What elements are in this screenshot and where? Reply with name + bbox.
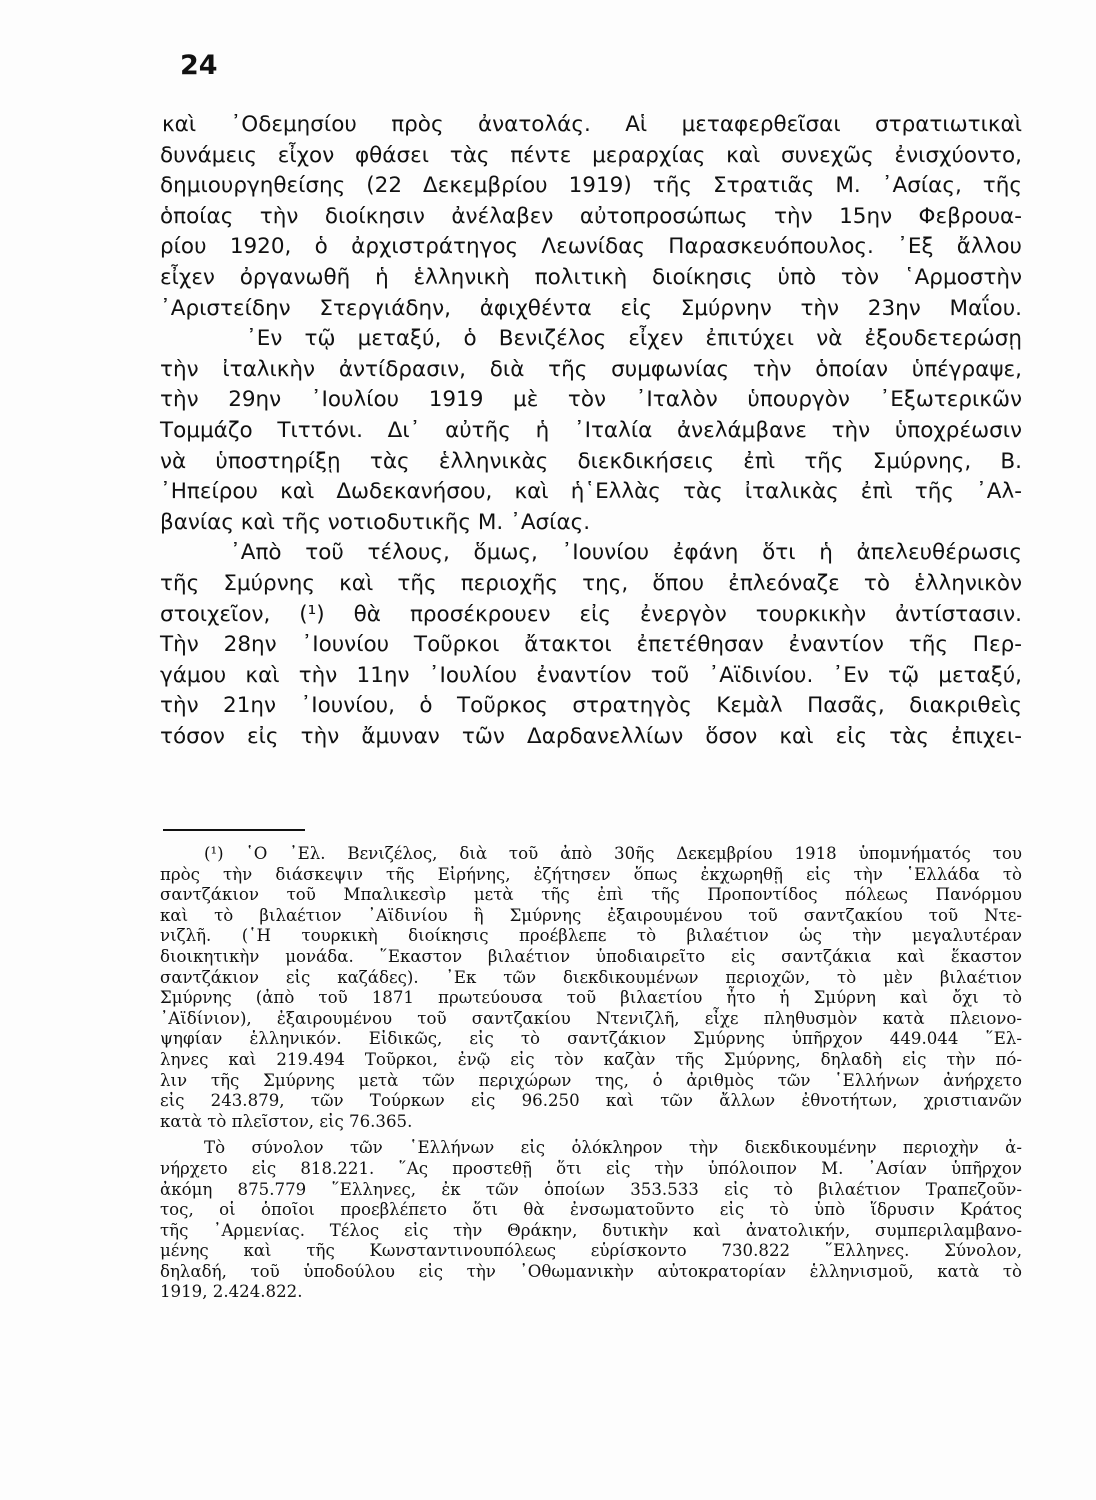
text-line: νὰ ὑποστηρίξῃ τὰς ἑλληνικὰς διεκδικήσεις ἐπὶ τῆς Σμύρνης, Β. — [160, 448, 1022, 474]
footnote-line: Σμύρνης (ἀπὸ τοῦ 1871 πρωτεύουσα τοῦ βιλαετίου ἦτο ἡ Σμύρνη καὶ ὄχι τὸ — [160, 988, 1022, 1008]
main-text — [160, 110, 1022, 752]
text-line: δημιουργηθείσης (22 Δεκεμβρίου 1919) τῆς Στρατιᾶς Μ. ᾿Ασίας, τῆς — [160, 173, 1022, 199]
footnote-line: διοικητικὴν μονάδα. ῞Εκαστον βιλαέτιον ὑποδιαιρεῖτο εἰς σαντζάκια καὶ ἕκαστον — [160, 946, 1022, 966]
footnote-line: νιζλῆ. (῾Η τουρκικὴ διοίκησις προέβλεπε τὸ βιλαέτιον ὡς τὴν μεγαλυτέραν — [160, 926, 1022, 946]
footnote-line: ἀκόμη 875.779 ῞Ελληνες, ἐκ τῶν ὁποίων 353.533 εἰς τὸ βιλαέτιον Τραπεζοῦν- — [160, 1179, 1022, 1199]
footnote-line: λιν τῆς Σμύρνης μετὰ τῶν περιχώρων της, ὁ ἀριθμὸς τῶν ῾Ελλήνων ἀνήρχετο — [160, 1070, 1022, 1090]
text-line: τῆς Σμύρνης καὶ τῆς περιοχῆς της, ὅπου ἐπλεόναζε τὸ ἑλληνικὸν — [160, 570, 1022, 596]
footnote-line: δηλαδή, τοῦ ὑποδούλου εἰς τὴν ᾿Οθωμανικὴν αὐτοκρατορίαν ἑλληνισμοῦ, κατὰ τὸ — [160, 1261, 1022, 1281]
footnote-line: Τὸ σύνολον τῶν ῾Ελλήνων εἰς ὁλόκληρον τὴν διεκδικουμένην περιοχὴν ἀ- — [204, 1138, 1022, 1158]
text-line: καὶ ᾿Οδεμησίου πρὸς ἀνατολάς. Αἱ μεταφερθεῖσαι στρατιωτικαὶ — [162, 112, 1022, 137]
footnote-line: μένης καὶ τῆς Κωνσταντινουπόλεως εὑρίσκοντο 730.822 ῞Ελληνες. Σύνολον, — [160, 1241, 1022, 1261]
footnote-line: εἰς 243.879, τῶν Τούρκων εἰς 96.250 καὶ τῶν ἄλλων ἐθνοτήτων, χριστιανῶν — [160, 1091, 1022, 1111]
footnote-line: νήρχετο εἰς 818.221. ῞Ας προστεθῇ ὅτι εἰς τὴν ὑπόλοιπον Μ. ᾿Ασίαν ὑπῆρχον — [160, 1158, 1022, 1178]
text-line: τόσον εἰς τὴν ἄμυναν τῶν Δαρδανελλίων ὅσον καὶ εἰς τὰς ἐπιχει- — [160, 723, 1022, 749]
text-line: τὴν 21ην ᾿Ιουνίου, ὁ Τοῦρκος στρατηγὸς Κεμὰλ Πασᾶς, διακριθεὶς — [160, 693, 1022, 719]
footnote-line: τος, οἱ ὁποῖοι προεβλέπετο ὅτι θὰ ἐνσωματοῦντο εἰς τὸ ὑπὸ ἵδρυσιν Κράτος — [160, 1200, 1022, 1220]
footnote-line: σαντζάκιον τοῦ Μπαλικεσὶρ μετὰ τῆς ἐπὶ τῆς Προποντίδος πόλεως Πανόρμου — [160, 885, 1022, 905]
text-line: ᾿Ηπείρου καὶ Δωδεκανήσου, καὶ ἡ῾Ελλὰς τὰς ἰταλικὰς ἐπὶ τῆς ᾿Αλ- — [160, 479, 1022, 505]
footnote-line: τῆς ᾿Αρμενίας. Τέλος εἰς τὴν Θράκην, δυτικὴν καὶ ἀνατολικήν, συμπεριλαμβανο- — [160, 1220, 1022, 1240]
text-line: στοιχεῖον, (¹) θὰ προσέκρουεν εἰς ἐνεργὸν τουρκικὴν ἀντίστασιν. — [160, 601, 1022, 627]
text-line: Τομμάζο Τιττόνι. Δι᾿ αὐτῆς ἡ ᾿Ιταλία ἀνελάμβανε τὴν ὑποχρέωσιν — [160, 417, 1022, 443]
text-line: γάμου καὶ τὴν 11ην ᾿Ιουλίου ἐναντίον τοῦ ᾿Αϊδινίου. ᾿Εν τῷ μεταξύ, — [160, 662, 1022, 688]
text-line: ᾿Απὸ τοῦ τέλους, ὅμως, ᾿Ιουνίου ἐφάνη ὅτι ἡ ἀπελευθέρωσις — [230, 540, 1022, 566]
footnote-divider — [163, 829, 305, 831]
text-line: τὴν ἰταλικὴν ἀντίδρασιν, διὰ τῆς συμφωνίας τὴν ὁποίαν ὑπέγραψε, — [160, 356, 1022, 382]
footnotes — [160, 844, 1022, 1303]
footnote-line: ληνες καὶ 219.494 Τοῦρκοι, ἐνῷ εἰς τὸν καζὰν τῆς Σμύρνης, δηλαδὴ εἰς τὴν πό- — [160, 1049, 1022, 1069]
footnote-line: ᾿Αϊδίνιον), ἐξαιρουμένου τοῦ σαντζακίου Ντενιζλῆ, εἶχε πληθυσμὸν κατὰ πλειονο- — [160, 1008, 1022, 1028]
footnote-line: 1919, 2.424.822. — [160, 1282, 303, 1302]
text-line: Τὴν 28ην ᾿Ιουνίου Τοῦρκοι ἄτακτοι ἐπετέθησαν ἐναντίον τῆς Περ- — [160, 632, 1022, 658]
text-line: δυνάμεις εἶχον φθάσει τὰς πέντε μεραρχίας καὶ συνεχῶς ἐνισχύοντο, — [160, 142, 1022, 168]
text-line: βανίας καὶ τῆς νοτιοδυτικῆς Μ. ᾿Ασίας. — [160, 509, 591, 535]
footnote-line: πρὸς τὴν διάσκεψιν τῆς Εἰρήνης, ἐζήτησεν ὅπως ἐκχωρηθῇ εἰς τὴν ῾Ελλάδα τὸ — [160, 864, 1022, 884]
footnote-line: (¹) ῾Ο ᾿Ελ. Βενιζέλος, διὰ τοῦ ἀπὸ 30ῆς Δεκεμβρίου 1918 ὑπομνήματός του — [204, 844, 1022, 863]
footnote-line: ψηφίαν ἑλληνικόν. Εἰδικῶς, εἰς τὸ σαντζάκιον Σμύρνης ὑπῆρχον 449.044 ῞Ελ- — [160, 1029, 1022, 1049]
footnote-line: κατὰ τὸ πλεῖστον, εἰς 76.365. — [160, 1111, 413, 1131]
text-line: ρίου 1920, ὁ ἀρχιστράτηγος Λεωνίδας Παρασκευόπουλος. ᾿Εξ ἄλλου — [160, 234, 1022, 260]
text-line: ᾿Εν τῷ μεταξύ, ὁ Βενιζέλος εἶχεν ἐπιτύχει νὰ ἐξουδετερώσῃ — [246, 326, 1022, 352]
page-number: 24 — [180, 50, 218, 81]
footnote-line: σαντζάκιον εἰς καζάδες). ᾿Εκ τῶν διεκδικουμένων περιοχῶν, τὸ μὲν βιλαέτιον — [160, 967, 1022, 987]
text-line: ᾿Αριστείδην Στεργιάδην, ἀφιχθέντα εἰς Σμύρνην τὴν 23ην Μαΐου. — [160, 295, 1022, 321]
text-line: τὴν 29ην ᾿Ιουλίου 1919 μὲ τὸν ᾿Ιταλὸν ὑπουργὸν ᾿Εξωτερικῶν — [160, 387, 1022, 413]
text-line: εἶχεν ὀργανωθῆ ἡ ἑλληνικὴ πολιτικὴ διοίκησις ὑπὸ τὸν ῾Αρμοστὴν — [160, 264, 1022, 290]
text-line: ὁποίας τὴν διοίκησιν ἀνέλαβεν αὐτοπροσώπως τὴν 15ην Φεβρουα- — [160, 203, 1022, 229]
footnote-line: καὶ τὸ βιλαέτιον ᾿Αϊδινίου ἢ Σμύρνης ἐξαιρουμένου τοῦ σαντζακίου τοῦ Ντε- — [160, 905, 1022, 925]
